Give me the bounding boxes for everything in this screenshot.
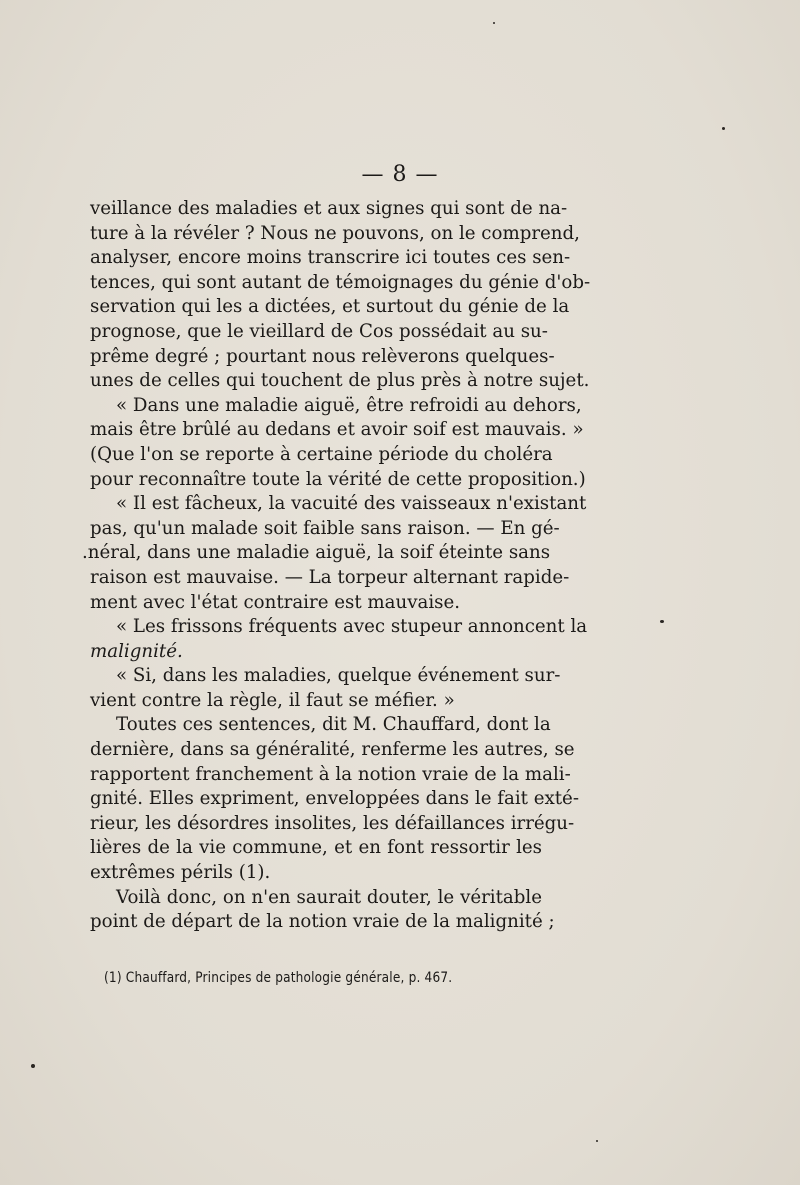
footnote: (1) Chauffard, Principes de pathologie générale, p. 467. [104, 970, 453, 986]
text-line: Toutes ces sentences, dit M. Chauffard, dont la [116, 714, 551, 736]
text-line: lières de la vie commune, et en font ressortir les [90, 837, 542, 859]
text-line: malignité. [90, 640, 183, 662]
paper-speck [596, 1140, 598, 1142]
text-line: (Que l'on se reporte à certaine période du choléra [90, 443, 553, 465]
text-line: « Si, dans les maladies, quelque événement sur- [116, 665, 561, 687]
text-line: « Les frissons fréquents avec stupeur annoncent la [116, 616, 588, 638]
paper-speck [493, 22, 495, 24]
text-line: pour reconnaître toute la vérité de cette proposition.) [90, 468, 586, 490]
text-line: ment avec l'état contraire est mauvaise. [90, 591, 461, 613]
text-line: analyser, encore moins transcrire ici toutes ces sen- [90, 247, 571, 269]
text-line: tences, qui sont autant de témoignages du génie d'ob- [90, 271, 591, 293]
text-line: vient contre la règle, il faut se méfier. » [90, 689, 455, 711]
text-line: ture à la révéler ? Nous ne pouvons, on le comprend, [90, 222, 580, 244]
text-line: .néral, dans une maladie aiguë, la soif éteinte sans [82, 542, 551, 564]
paper-speck [660, 620, 664, 623]
paper-speck [722, 127, 725, 130]
text-line: prognose, que le vieillard de Cos possédait au su- [90, 320, 548, 342]
text-line: extrêmes périls (1). [90, 862, 271, 884]
text-line: rapportent franchement à la notion vraie de la mali- [90, 763, 571, 785]
text-line: gnité. Elles expriment, enveloppées dans le fait exté- [90, 788, 579, 810]
text-line: veillance des maladies et aux signes qui sont de na- [90, 198, 568, 219]
text-line: Voilà donc, on n'en saurait douter, le véritable [116, 886, 542, 908]
page-number: — 8 — [361, 162, 439, 187]
text-line: raison est mauvaise. — La torpeur alternant rapide- [90, 566, 570, 588]
text-line: « Dans une maladie aiguë, être refroidi au dehors, [116, 394, 582, 416]
text-line: servation qui les a dictées, et surtout du génie de la [90, 296, 570, 318]
text-line: rieur, les désordres insolites, les défaillances irrégu- [90, 812, 575, 834]
text-line: pas, qu'un malade soit faible sans raison. — En gé- [90, 517, 560, 539]
text-line: « Il est fâcheux, la vacuité des vaisseaux n'existant [116, 493, 587, 515]
text-line: prême degré ; pourtant nous relèverons quelques- [90, 345, 555, 367]
text-line: mais être brûlé au dedans et avoir soif est mauvais. » [90, 419, 584, 441]
text-line: unes de celles qui touchent de plus près à notre sujet. [90, 370, 590, 392]
text-line: point de départ de la notion vraie de la malignité ; [90, 911, 555, 933]
paper-speck [31, 1064, 35, 1068]
body-text [82, 197, 591, 935]
text-line: dernière, dans sa généralité, renferme les autres, se [90, 739, 575, 761]
